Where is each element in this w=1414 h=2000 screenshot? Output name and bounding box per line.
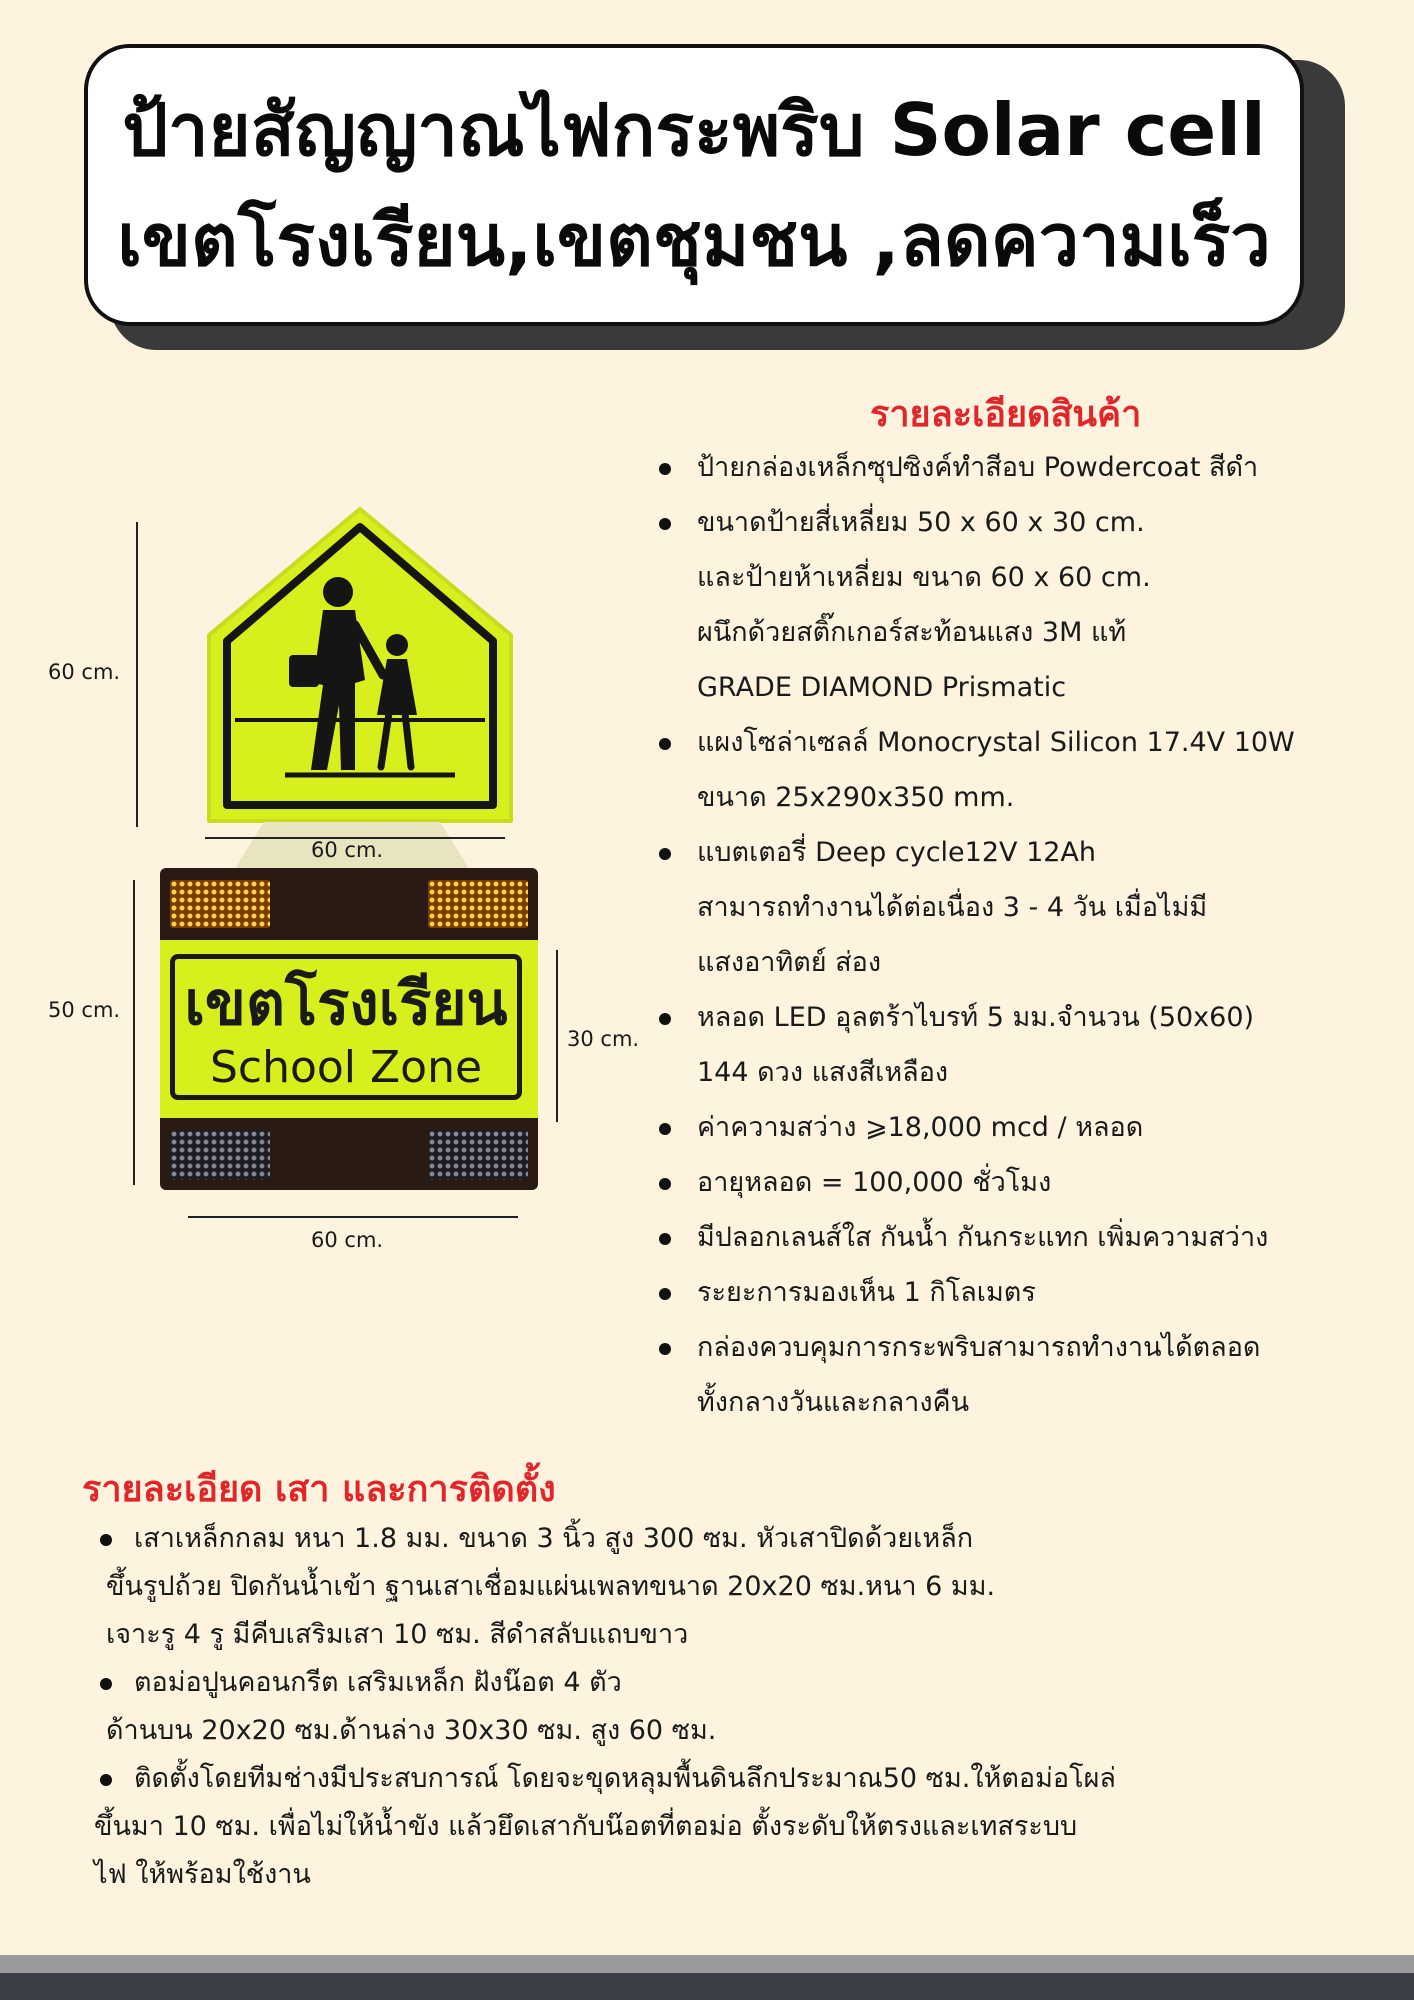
title-card xyxy=(84,44,1304,326)
pole-line: ด้านบน 20x20 ซม.ด้านล่าง 30x30 ซม. สูง 60 ซม. xyxy=(106,1715,717,1746)
led-cluster-bottom-left xyxy=(170,1130,270,1180)
detail-item: หลอด LED อุลตร้าไบรท์ 5 มม.จำนวน (50x60) 144 ดวง แสงสีเหลือง xyxy=(655,990,1395,1100)
details-list xyxy=(655,440,1395,1430)
dim-line-panel-height xyxy=(133,880,135,1185)
detail-item: แผงโซล่าเซลล์ Monocrystal Silicon 17.4V 10W ขนาด 25x290x350 mm. xyxy=(655,715,1395,825)
pole-line: ขึ้นรูปถ้วย ปิดกันน้ำเข้า ฐานเสาเชื่อมแผ่นเพลทขนาด 20x20 ซม.หนา 6 มม. xyxy=(106,1571,996,1602)
dim-label-top-width: 60 cm. xyxy=(311,838,384,862)
panel-face xyxy=(160,940,538,1118)
dim-line-panel-depth xyxy=(556,950,558,1122)
details-heading: รายละเอียดสินค้า xyxy=(870,394,1142,435)
detail-item: แบตเตอรี่ Deep cycle12V 12Ah สามารถทำงานได้ต่อเนื่อง 3 - 4 วัน เมื่อไม่มี แสงอาทิตย์ ส่อง xyxy=(655,825,1395,990)
panel-text-english: School Zone xyxy=(209,1042,483,1093)
title-line-1: ป้ายสัญญาณไฟกระพริบ Solar cell xyxy=(122,88,1266,172)
led-cluster-top-left xyxy=(170,880,270,928)
pole-line: เสาเหล็กกลม หนา 1.8 มม. ขนาด 3 นิ้ว สูง 300 ซม. หัวเสาปิดด้วยเหล็ก xyxy=(88,1515,1388,1563)
pole-line: ตอม่อปูนคอนกรีต เสริมเหล็ก ฝังน๊อต 4 ตัว xyxy=(88,1659,1388,1707)
panel-border xyxy=(170,954,522,1100)
pole-details xyxy=(88,1515,1388,1899)
pole-line: ขึ้นมา 10 ซม. เพื่อไม่ให้น้ำขัง แล้วยึดเสากับน๊อตที่ตอม่อ ตั้งระดับให้ตรงและเทสระบบ xyxy=(94,1811,1078,1842)
flashing-sign-panel xyxy=(160,868,538,1190)
dim-line-top-height xyxy=(136,522,138,827)
pole-line: เจาะรู 4 รู มีคีบเสริมเสา 10 ซม. สีดำสลับแถบขาว xyxy=(106,1619,689,1650)
footer-bar xyxy=(0,1973,1414,2000)
detail-item: กล่องควบคุมการกระพริบสามารถทำงานได้ตลอด ทั้งกลางวันและกลางคืน xyxy=(655,1320,1395,1430)
detail-item: ระยะการมองเห็น 1 กิโลเมตร xyxy=(655,1265,1395,1320)
school-crossing-sign-icon xyxy=(205,505,515,825)
panel-text-thai: เขตโรงเรียน xyxy=(184,969,508,1039)
detail-item: มีปลอกเลนส์ใส กันน้ำ กันกระแทก เพิ่มความสว่าง xyxy=(655,1210,1395,1265)
dim-line-panel-width xyxy=(188,1216,518,1218)
dim-label-top-height: 60 cm. xyxy=(48,660,121,684)
pole-line: ติดตั้งโดยทีมช่างมีประสบการณ์ โดยจะขุดหลุมพื้นดินลึกประมาณ50 ซม.ให้ตอม่อโผล่ xyxy=(88,1755,1388,1803)
pole-heading: รายละเอียด เสา และการติดตั้ง xyxy=(82,1469,556,1510)
dim-label-panel-depth: 30 cm. xyxy=(567,1027,640,1051)
detail-item: ขนาดป้ายสี่เหลี่ยม 50 x 60 x 30 cm. และป้ายห้าเหลี่ยม ขนาด 60 x 60 cm. ผนึกด้วยสติ๊กเกอร์สะท้อนแสง 3M แท้ GRADE DIAMOND Prismatic xyxy=(655,495,1395,715)
detail-item: ค่าความสว่าง ⩾18,000 mcd / หลอด xyxy=(655,1100,1395,1155)
detail-item: ป้ายกล่องเหล็กซุปซิงค์ทำสีอบ Powdercoat สีดำ xyxy=(655,440,1395,495)
title-line-2: เขตโรงเรียน,เขตชุมชน ,ลดความเร็ว xyxy=(117,198,1271,282)
footer-stripe xyxy=(0,1955,1414,1973)
dim-label-panel-width: 60 cm. xyxy=(311,1228,384,1252)
led-cluster-top-right xyxy=(428,880,528,928)
pole-line: ไฟ ให้พร้อมใช้งาน xyxy=(94,1859,311,1890)
dim-label-panel-height: 50 cm. xyxy=(48,998,121,1022)
detail-item: อายุหลอด = 100,000 ชั่วโมง xyxy=(655,1155,1395,1210)
led-cluster-bottom-right xyxy=(428,1130,528,1180)
